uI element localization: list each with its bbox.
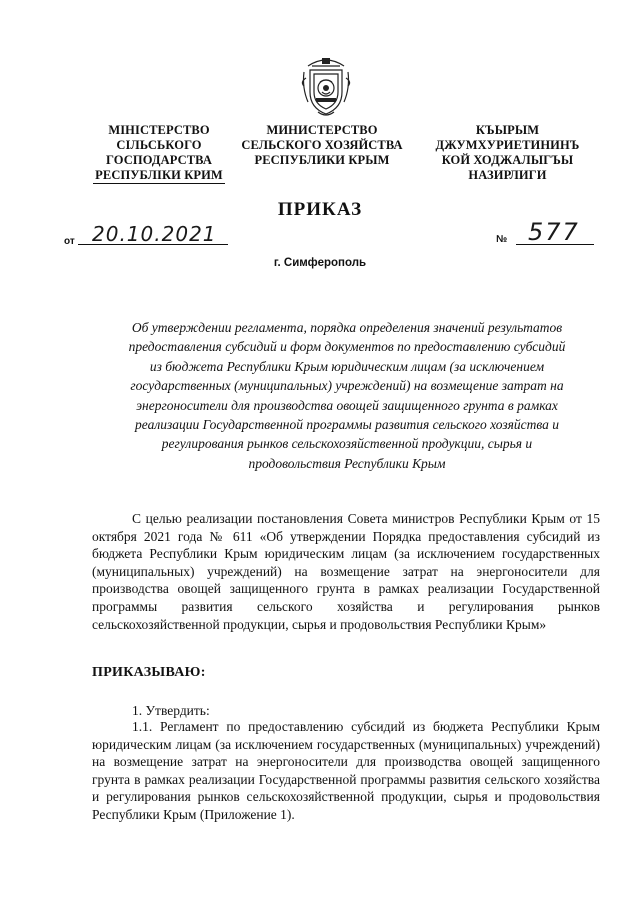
subject-line: регулирования рынков сельскохозяйственной продукции, сырья и: [161, 436, 533, 452]
order-heading: ПРИКАЗЫВАЮ:: [92, 665, 206, 680]
subject-line: Об утверждении регламента, порядка определения значений результатов: [131, 320, 563, 335]
header-right-crimean-tatar: [420, 123, 595, 183]
date-label: от: [64, 236, 75, 247]
handwritten-number: 577: [528, 218, 580, 246]
number-label: №: [496, 234, 508, 245]
preamble-paragraph: С целью реализации постановления Совета министров Республики Крым от 15 октября 2021 года № 611 «Об утверждении Порядка предоставления субсидий из бюджета Республики Крым юридическим лицам (за исключением государственных (муниципальных) учреждений) на возмещение затрат на энергоносители для производства овощей защищенного грунта в рамках реализации Государственной программы развития сельского хозяйства и регулирования рынков сельскохозяйственной продукции, сырья и продовольствия Республики Крым»: [92, 511, 600, 632]
header-right-line: НАЗИРЛИГИ: [468, 168, 547, 182]
subject-line: продовольствия Республики Крым: [248, 455, 446, 471]
city: г. Симферополь: [273, 257, 367, 269]
clause-1-1: 1.1. Регламент по предоставлению субсидий из бюджета Республики Крым юридическим лицам (за исключением государственных (муниципальных) учреждений) на возмещение затрат на энергоносители для производства овощей защищенного грунта в рамках реализации Государственной программы развития сельского хозяйства и регулирования рынков сельскохозяйственной продукции, сырья и продовольствия Республики Крым (Приложение 1).: [92, 719, 600, 822]
handwritten-date: 20.10.2021: [92, 222, 217, 246]
document-subject: [92, 318, 602, 473]
coat-of-arms-icon: [298, 52, 354, 118]
header-left-line: СІЛЬСЬКОГО: [116, 138, 202, 152]
header-left-line: ГОСПОДАРСТВА: [106, 153, 212, 167]
header-left-line: РЕСПУБЛІКИ КРИМ: [95, 168, 223, 182]
subject-line: государственных (муниципальных) учреждений) на возмещение затрат на: [130, 378, 564, 394]
header-middle-line: СЕЛЬСКОГО ХОЗЯЙСТВА: [241, 138, 403, 152]
header-middle-line: МИНИСТЕРСТВО: [266, 123, 378, 137]
clause-1: 1. Утвердить:: [132, 703, 210, 718]
header-left-ukrainian: [70, 123, 248, 184]
subject-line: из бюджета Республики Крым юридическим лицам (за исключением: [149, 358, 545, 374]
header-right-line: КОЙ ХОДЖАЛЫГЪЫ: [441, 153, 574, 167]
subject-line: предоставления субсидий и форм документов по предоставлению субсидий: [128, 339, 566, 355]
header-right-line: ДЖУМХУРИЕТИНИНЪ: [435, 138, 580, 152]
header-middle-line: РЕСПУБЛИКИ КРЫМ: [254, 153, 390, 167]
header-left-line: МІНІСТЕРСТВО: [108, 123, 210, 137]
header-right-line: КЪЫРЫМ: [475, 123, 540, 137]
subject-line: энергоносители для производства овощей защищенного грунта в рамках: [136, 397, 558, 413]
header-middle-russian: [232, 123, 412, 168]
document-title: ПРИКАЗ: [277, 199, 363, 220]
subject-line: реализации Государственной программы развития сельского хозяйства и: [135, 417, 559, 433]
